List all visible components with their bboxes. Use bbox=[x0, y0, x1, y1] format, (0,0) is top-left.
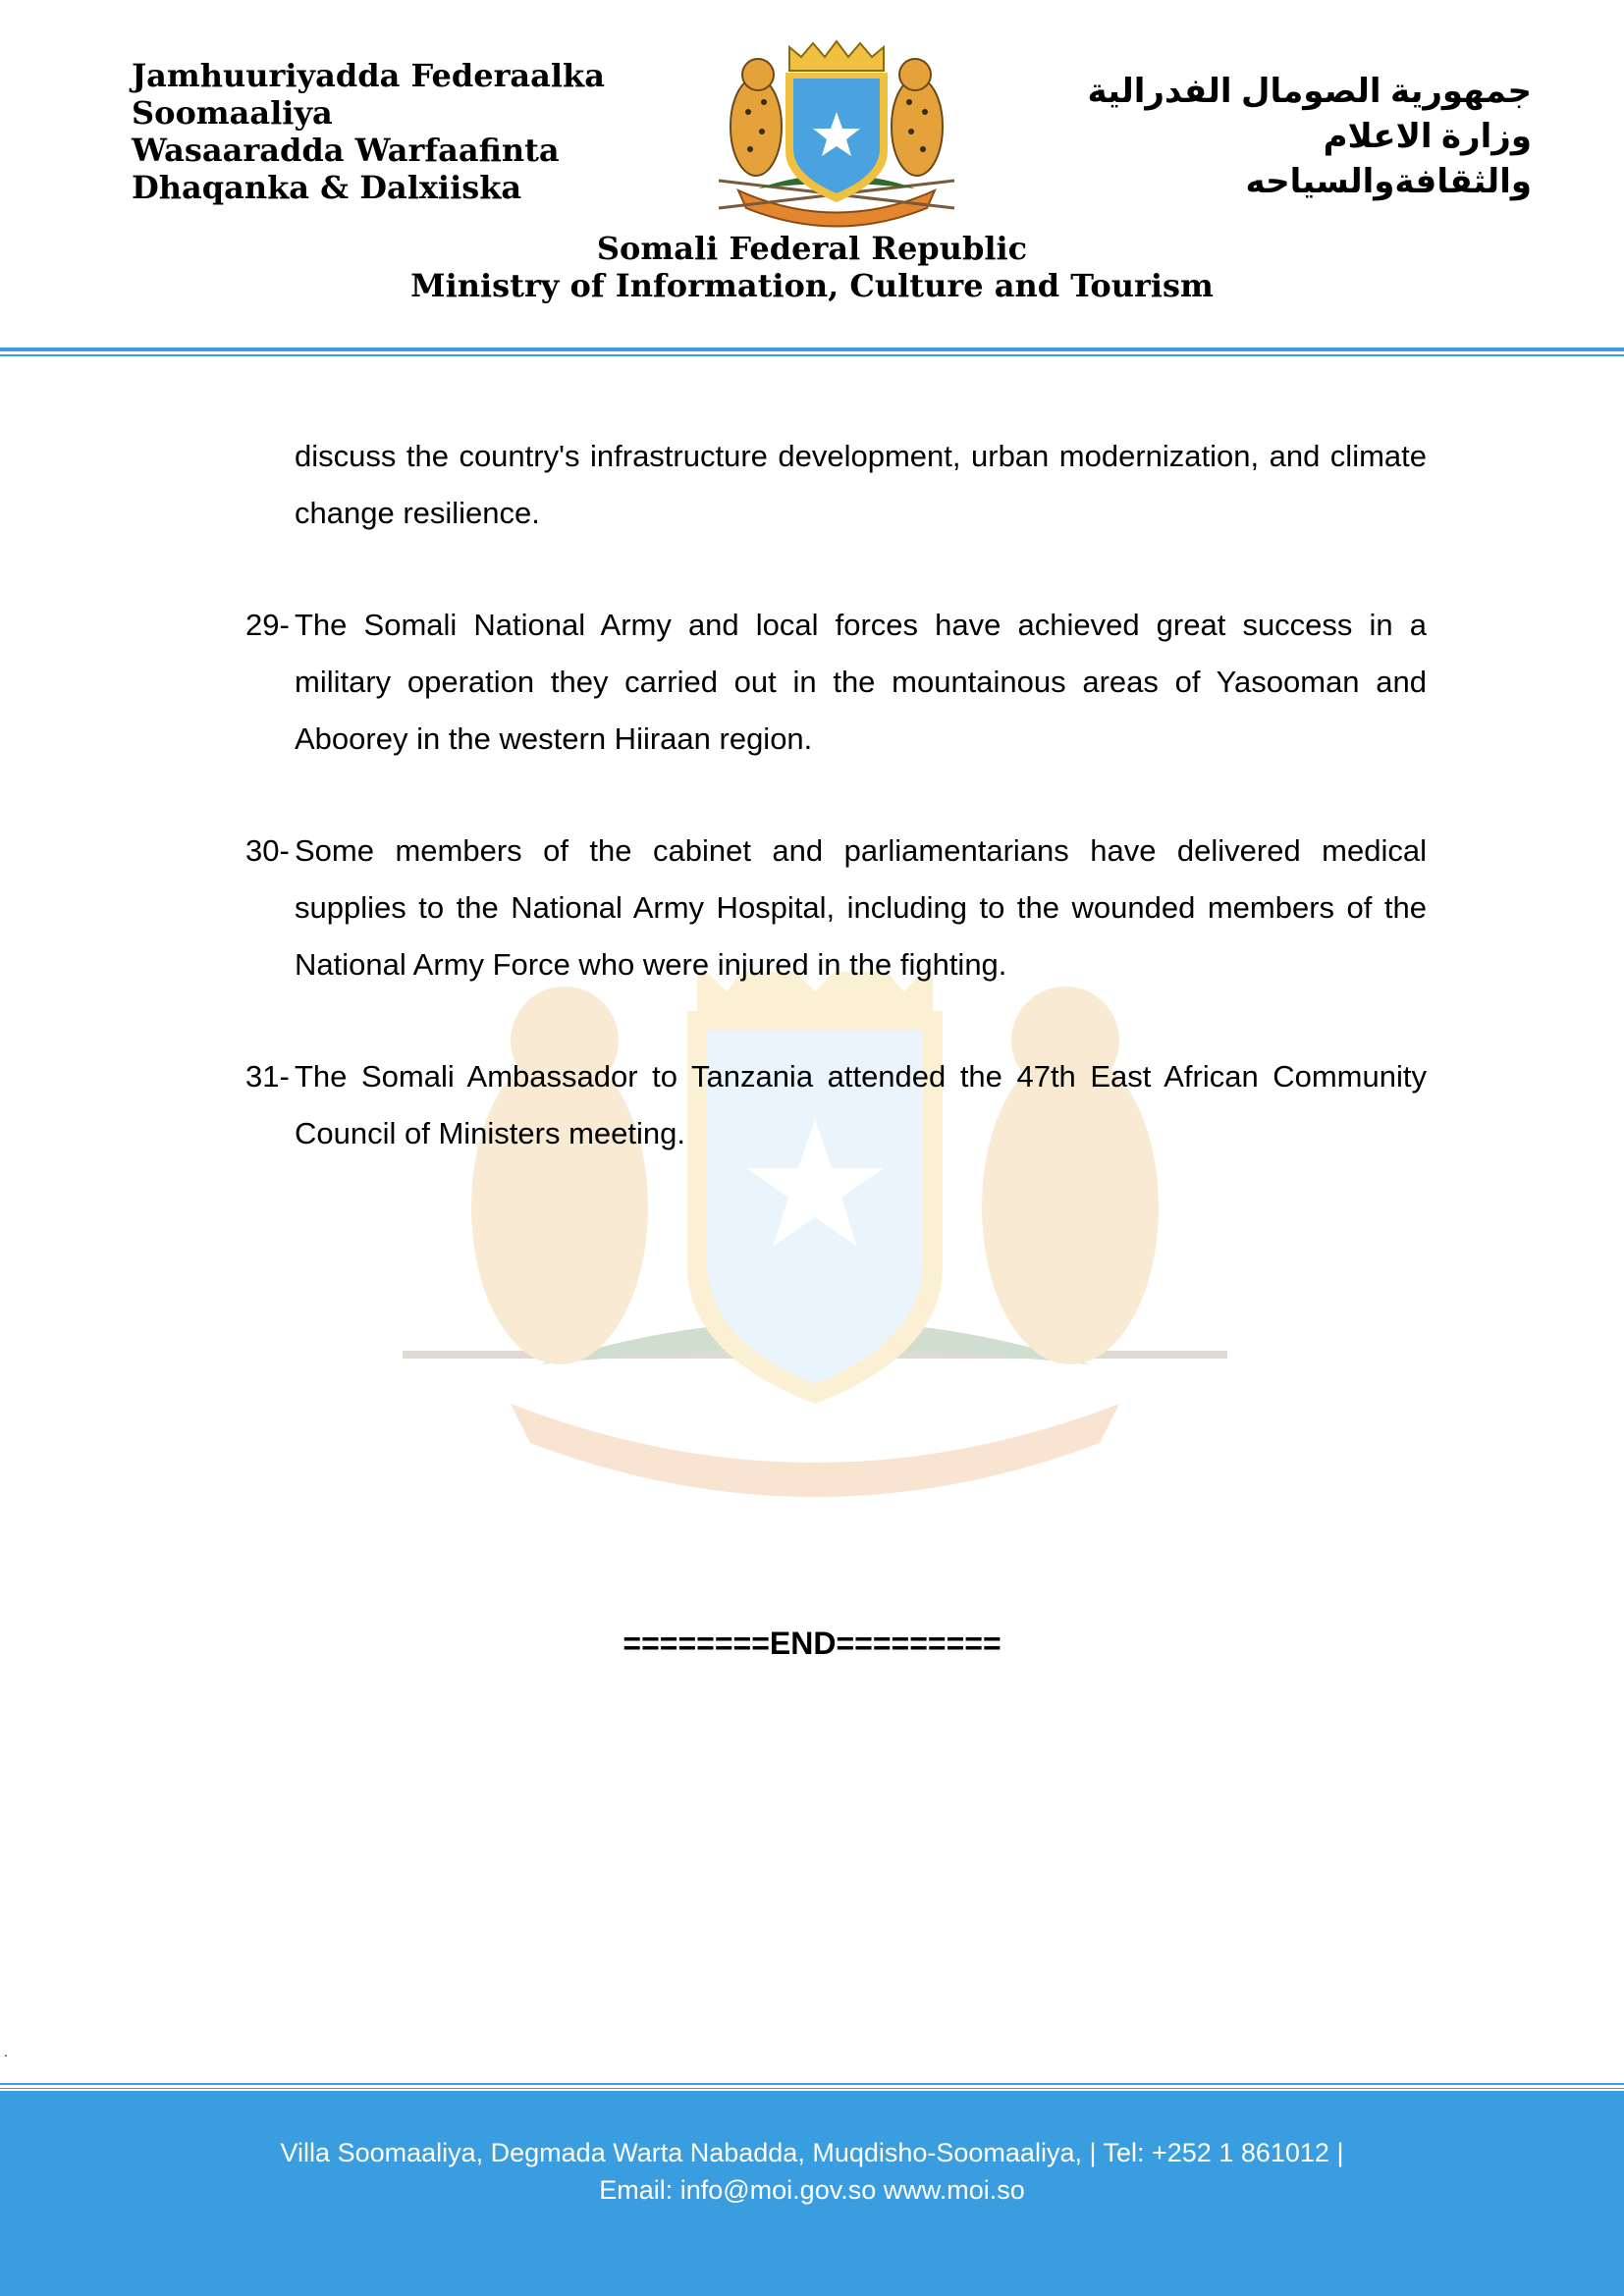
item-text: The Somali Ambassador to Tanzania attended the 47th East African Community Council of Ministers meeting. bbox=[295, 1059, 1427, 1150]
header-left-line-1: Jamhuuriyadda Federaalka bbox=[132, 57, 605, 94]
header-english-name bbox=[0, 230, 1624, 304]
header-left-line-3: Wasaaradda Warfaafinta bbox=[132, 132, 560, 169]
header-left-line-2: Soomaaliya bbox=[132, 94, 333, 132]
item-number: 29- bbox=[245, 608, 290, 642]
footer bbox=[0, 2091, 1624, 2296]
stray-mark: . bbox=[4, 2044, 8, 2059]
header-center-subtitle: Ministry of Information, Culture and Tourism bbox=[410, 267, 1214, 304]
list-item bbox=[245, 597, 1427, 768]
header-right-line-1: جمهورية الصومال الفدرالية bbox=[1087, 73, 1532, 110]
header-somali-name bbox=[132, 57, 681, 206]
footer-divider bbox=[0, 2083, 1624, 2085]
header-left-line-4: Dhaqanka & Dalxiiska bbox=[132, 169, 522, 206]
header-divider-thin bbox=[0, 354, 1624, 356]
footer-contact: Email: info@moi.gov.so www.moi.so bbox=[599, 2175, 1025, 2205]
end-marker: ========END========= bbox=[623, 1626, 1001, 1661]
list-item bbox=[245, 428, 1427, 542]
item-number: 30- bbox=[245, 833, 290, 868]
press-release-body bbox=[245, 428, 1427, 1217]
header-arabic-name bbox=[982, 69, 1532, 204]
item-number: 31- bbox=[245, 1059, 290, 1094]
header-center-title: Somali Federal Republic bbox=[596, 230, 1028, 267]
coat-of-arms-icon bbox=[699, 33, 974, 230]
header-right-line-2: وزارة الاعلام bbox=[1323, 118, 1532, 155]
item-text: The Somali National Army and local forces have achieved great success in a military operation they carried out in the mountainous areas of Yasooman and Aboorey in the western Hiiraan region. bbox=[295, 608, 1427, 756]
list-item bbox=[245, 1048, 1427, 1162]
header-right-line-3: والثقافةوالسياحه bbox=[1245, 163, 1532, 200]
footer-divider-thin bbox=[0, 2088, 1624, 2089]
list-item bbox=[245, 823, 1427, 993]
footer-address: Villa Soomaaliya, Degmada Warta Nabadda, Muqdisho-Soomaaliya, | Tel: +252 1 861012 | bbox=[280, 2138, 1344, 2167]
item-text: Some members of the cabinet and parliamentarians have delivered medical supplies to the National Army Hospital, including to the wounded members of the National Army Force who were injured in the fighting. bbox=[295, 833, 1427, 982]
header-divider bbox=[0, 347, 1624, 351]
continuation-text: discuss the country's infrastructure development, urban modernization, and climate change resilience. bbox=[295, 439, 1427, 530]
